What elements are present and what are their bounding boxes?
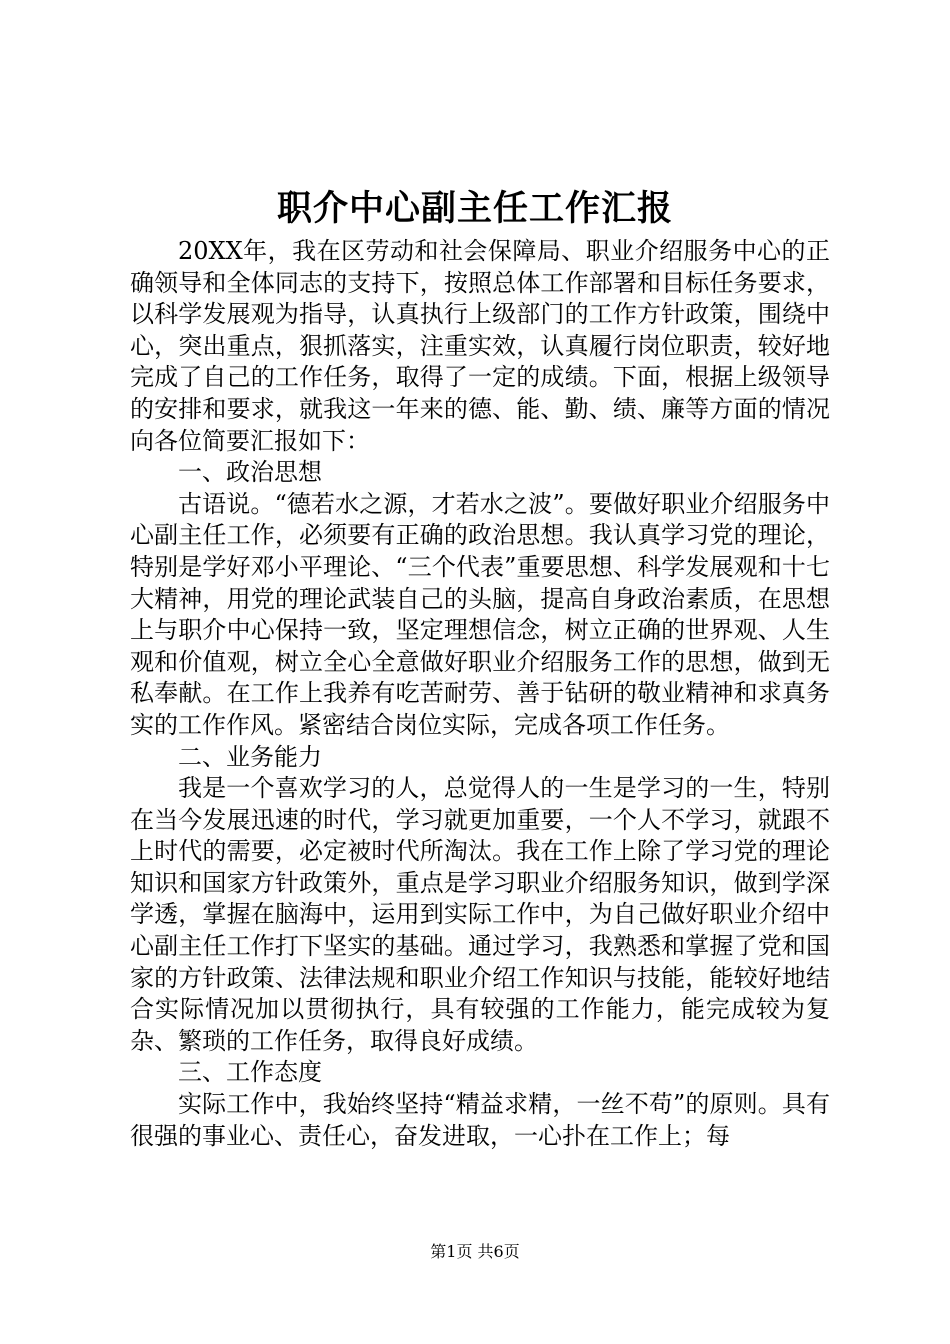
section-heading-ability: 二、业务能力 xyxy=(178,742,322,771)
paragraph-ability: 我是一个喜欢学习的人，总觉得人的一生是学习的一生，特别在当今发展迅速的时代，学习就更加重要，一个人不学习，就跟不上时代的需要，必定被时代所淘汰。我在工作上除了学习党的理论知识和国家方针政策外，重点是学习职业介绍服务知识，做到学深学透，掌握在脑海中，运用到实际工作中，为自己做好职业介绍中心副主任工作打下坚实的基础。通过学习，我熟悉和掌握了党和国家的方针政策、法律法规和职业介绍工作知识与技能，能较好地结合实际情况加以贯彻执行，具有较强的工作能力，能完成较为复杂、繁琐的工作任务，取得良好成绩。 xyxy=(130,774,830,1055)
paragraph-political: 古语说。“德若水之源，才若水之波”。要做好职业介绍服务中心副主任工作，必须要有正确的政治思想。我认真学习党的理论，特别是学好邓小平理论、“三个代表”重要思想、科学发展观和十七大精神，用党的理论武装自己的头脑，提高自身政治素质，在思想上与职介中心保持一致，坚定理想信念，树立正确的世界观、人生观和价值观，树立全心全意做好职业介绍服务工作的思想，做到无私奉献。在工作上我养有吃苦耐劳、善于钻研的敬业精神和求真务实的工作作风。紧密结合岗位实际，完成各项工作任务。 xyxy=(130,489,830,739)
page-footer: 第1页 共6页 xyxy=(430,1242,520,1261)
document-title: 职介中心副主任工作汇报 xyxy=(276,188,673,229)
paragraph-intro: 20XX年，我在区劳动和社会保障局、职业介绍服务中心的正确领导和全体同志的支持下，按照总体工作部署和目标任务要求，以科学发展观为指导，认真执行上级部门的工作方针政策，围绕中心，突出重点，狠抓落实，注重实效，认真履行岗位职责，较好地完成了自己的工作任务，取得了一定的成绩。下面，根据上级领导的安排和要求，就我这一年来的德、能、勤、绩、廉等方面的情况向各位简要汇报如下： xyxy=(130,237,830,455)
document-body xyxy=(130,236,830,1152)
paragraph-attitude: 实际工作中，我始终坚持“精益求精，一丝不苟”的原则。具有很强的事业心、责任心，奋发进取，一心扑在工作上；每 xyxy=(130,1090,830,1150)
section-heading-attitude: 三、工作态度 xyxy=(178,1058,322,1087)
section-heading-political: 一、政治思想 xyxy=(178,458,322,487)
